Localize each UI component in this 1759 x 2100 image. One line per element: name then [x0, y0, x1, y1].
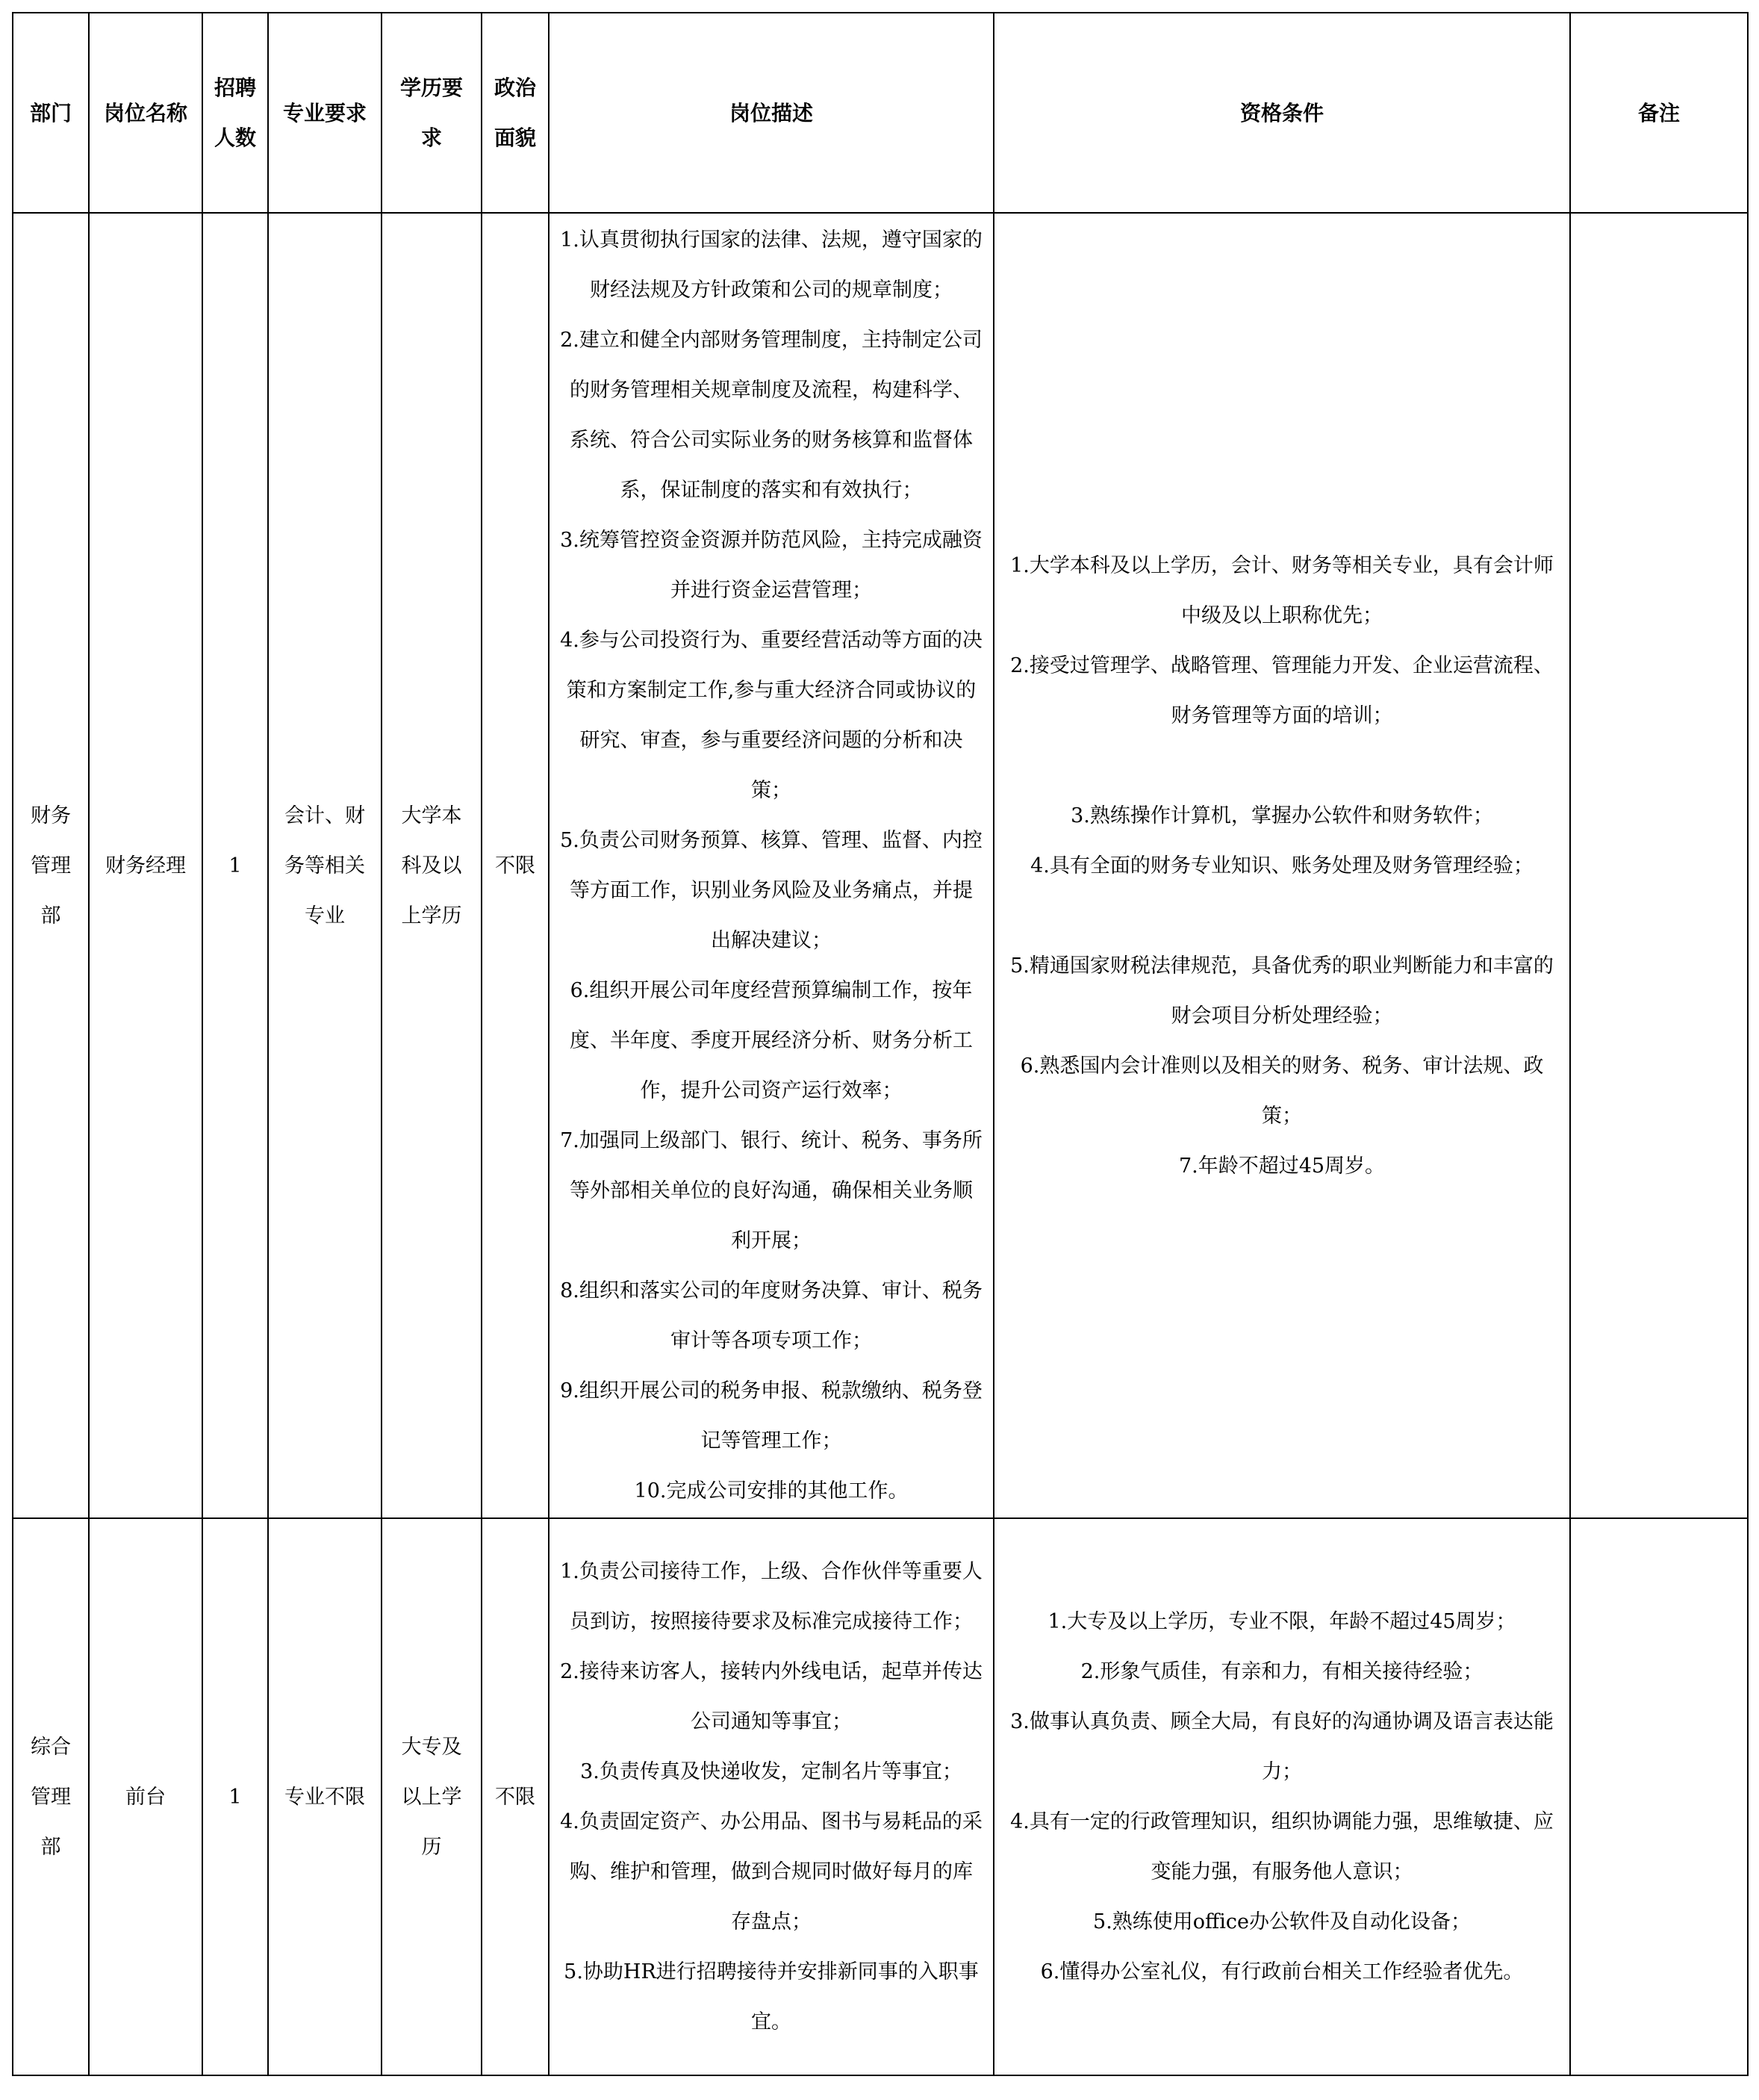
list-item	[1005, 891, 1559, 941]
header-education: 学历要求	[382, 13, 482, 213]
qualification-cell	[994, 1518, 1570, 2075]
list-item: 1.大学本科及以上学历，会计、财务等相关专业，具有会计师中级及以上职称优先；	[1010, 553, 1554, 627]
major-cell: 会计、财务等相关专业	[268, 213, 382, 1518]
list-item: 7.年龄不超过45周岁。	[1178, 1154, 1386, 1178]
list-item: 4.具有一定的行政管理知识，组织协调能力强，思维敏捷、应变能力强，有服务他人意识；	[1010, 1810, 1554, 1883]
list-item: 3.做事认真负责、顾全大局，有良好的沟通协调及语言表达能力；	[1010, 1710, 1554, 1783]
list-item: 1.认真贯彻执行国家的法律、法规，遵守国家的财经法规及方针政策和公司的规章制度；	[560, 229, 983, 302]
education-cell: 大专及以上学历	[382, 1518, 482, 2075]
count-cell: 1	[202, 1518, 268, 2075]
remarks-cell	[1570, 213, 1748, 1518]
list-item: 3.统筹管控资金资源并防范风险，主持完成融资并进行资金运营管理；	[560, 529, 983, 602]
list-item: 5.精通国家财税法律规范，具备优秀的职业判断能力和丰富的财会项目分析处理经验；	[1010, 954, 1554, 1028]
list-item: 3.熟练操作计算机，掌握办公软件和财务软件；	[1071, 804, 1493, 827]
list-item: 2.形象气质佳，有亲和力，有相关接待经验；	[1080, 1660, 1484, 1683]
position-cell: 前台	[89, 1518, 202, 2075]
list-item: 1.负责公司接待工作，上级、合作伙伴等重要人员到访，按照接待要求及标准完成接待工作；	[560, 1560, 983, 1633]
list-item: 5.熟练使用office办公软件及自动化设备；	[1093, 1910, 1471, 1933]
header-dept: 部门	[13, 13, 89, 213]
list-item: 4.具有全面的财务专业知识、账务处理及财务管理经验；	[1030, 854, 1534, 877]
qualification-list	[1005, 1597, 1559, 1997]
list-item: 8.组织和落实公司的年度财务决算、审计、税务审计等各项专项工作；	[560, 1279, 983, 1352]
description-cell	[549, 213, 994, 1518]
position-cell: 财务经理	[89, 213, 202, 1518]
list-item: 2.接受过管理学、战略管理、管理能力开发、企业运营流程、财务管理等方面的培训；	[1010, 653, 1554, 727]
qualification-list	[1005, 541, 1559, 1191]
political-cell: 不限	[482, 213, 549, 1518]
dept-cell: 财务管理部	[13, 213, 89, 1518]
description-cell	[549, 1518, 994, 2075]
major-cell: 专业不限	[268, 1518, 382, 2075]
political-cell: 不限	[482, 1518, 549, 2075]
count-cell: 1	[202, 213, 268, 1518]
header-row	[13, 13, 1748, 213]
list-item: 3.负责传真及快递收发，定制名片等事宜；	[580, 1760, 962, 1783]
list-item: 6.熟悉国内会计准则以及相关的财务、税务、审计法规、政策；	[1020, 1054, 1544, 1128]
header-major: 专业要求	[268, 13, 382, 213]
qualification-cell	[994, 213, 1570, 1518]
list-item: 2.接待来访客人，接转内外线电话，起草并传达公司通知等事宜；	[560, 1660, 983, 1733]
list-item: 5.协助HR进行招聘接待并安排新同事的入职事宜。	[564, 1960, 979, 2034]
header-position: 岗位名称	[89, 13, 202, 213]
list-item: 2.建立和健全内部财务管理制度，主持制定公司的财务管理相关规章制度及流程，构建科学、系统、符合公司实际业务的财务核算和监督体系，保证制度的落实和有效执行；	[560, 329, 983, 502]
list-item: 9.组织开展公司的税务申报、税款缴纳、税务登记等管理工作；	[560, 1379, 983, 1453]
recruitment-table	[12, 12, 1749, 2076]
description-list	[560, 215, 983, 1516]
header-description: 岗位描述	[549, 13, 994, 213]
list-item: 1.大专及以上学历，专业不限，年龄不超过45周岁；	[1047, 1610, 1516, 1633]
list-item: 6.组织开展公司年度经营预算编制工作，按年度、半年度、季度开展经济分析、财务分析工作，提升公司资产运行效率；	[570, 979, 973, 1102]
list-item: 5.负责公司财务预算、核算、管理、监督、内控等方面工作，识别业务风险及业务痛点，并提出解决建议；	[560, 829, 983, 952]
header-remarks: 备注	[1570, 13, 1748, 213]
list-item	[1005, 741, 1559, 791]
table-row	[13, 1518, 1748, 2075]
header-political: 政治面貌	[482, 13, 549, 213]
description-list	[560, 1547, 983, 2047]
list-item: 10.完成公司安排的其他工作。	[634, 1479, 909, 1503]
header-qualification: 资格条件	[994, 13, 1570, 213]
remarks-cell	[1570, 1518, 1748, 2075]
header-count: 招聘人数	[202, 13, 268, 213]
list-item: 7.加强同上级部门、银行、统计、税务、事务所等外部相关单位的良好沟通，确保相关业务顺利开展；	[560, 1129, 983, 1252]
list-item: 6.懂得办公室礼仪，有行政前台相关工作经验者优先。	[1040, 1960, 1524, 1983]
list-item: 4.参与公司投资行为、重要经营活动等方面的决策和方案制定工作,参与重大经济合同或协议的研究、审查，参与重要经济问题的分析和决策；	[560, 629, 983, 802]
dept-cell: 综合管理部	[13, 1518, 89, 2075]
table-row	[13, 213, 1748, 1518]
education-cell: 大学本科及以上学历	[382, 213, 482, 1518]
list-item: 4.负责固定资产、办公用品、图书与易耗品的采购、维护和管理，做到合规同时做好每月的库存盘点；	[560, 1810, 983, 1933]
